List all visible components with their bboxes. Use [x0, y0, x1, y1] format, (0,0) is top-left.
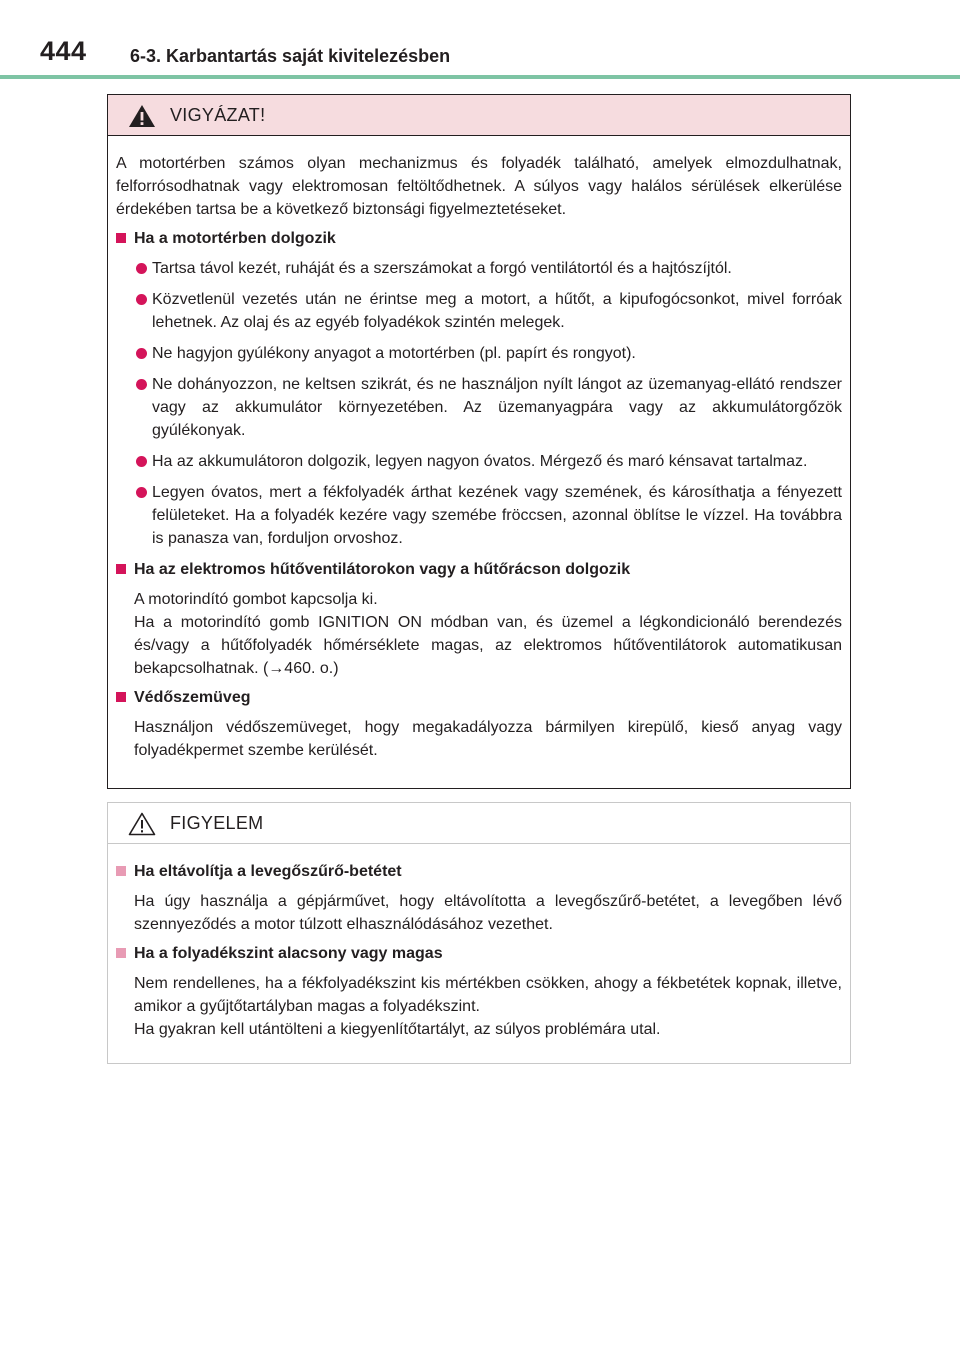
- square-bullet-icon: [116, 233, 126, 243]
- page-header: [0, 0, 960, 80]
- caution-triangle-icon: [128, 812, 156, 836]
- notice-subheading-air-filter: Ha eltávolítja a levegőszűrő-betétet: [116, 860, 842, 883]
- warning-subheading-cooling-fans: Ha az elektromos hűtőventilátorokon vagy a hűtőrácson dolgozik: [116, 558, 842, 581]
- notice-box: [107, 802, 851, 1064]
- round-bullet-icon: [136, 487, 147, 498]
- warning-triangle-icon: [128, 104, 156, 128]
- warning-subheading-goggles: Védőszemüveg: [116, 686, 842, 709]
- warning-bullet: Ne dohányozzon, ne keltsen szikrát, és ne használjon nyílt lángot az üzemanyag-ellátó rendszer vagy az akkumulátor környezetében. Az üzemanyagpára vagy az akkumulátorgőzök gyúlékonyak.: [116, 373, 842, 442]
- notice-fluid-level-text: Nem rendellenes, ha a fékfolyadékszint kis mértékben csökken, ahogy a fékbetétek kopnak, illetve, amikor a gyűjtőtartályban magas a folyadékszint. Ha gyakran kell utántölteni a kiegyenlítőtartályt, az súlyos problémára utal.: [134, 975, 842, 1038]
- warning-bullet: Tartsa távol kezét, ruháját és a szerszámokat a forgó ventilátortól és a hajtószíjtól.: [116, 257, 842, 280]
- warning-bullet: Ne hagyjon gyúlékony anyagot a motortérben (pl. papírt és rongyot).: [116, 342, 842, 365]
- warning-box: [107, 94, 851, 789]
- round-bullet-icon: [136, 456, 147, 467]
- warning-bullet: Legyen óvatos, mert a fékfolyadék árthat kezének vagy szemének, és károsíthatja a fényezett felületeket. Ha a folyadék kezére vagy szemébe fröccsen, azonnal öblítse le vízzel. Ha továbbra is panasza van, forduljon orvoshoz.: [116, 481, 842, 550]
- warning-bullet: Közvetlenül vezetés után ne érintse meg a motort, a hűtőt, a kipufogócsonkot, mivel forróak lehetnek. Az olaj és az egyéb folyadékok szintén melegek.: [116, 288, 842, 334]
- round-bullet-icon: [136, 294, 147, 305]
- square-bullet-icon: [116, 692, 126, 702]
- notice-air-filter-text: Ha úgy használja a gépjárművet, hogy eltávolította a levegőszűrő-betétet, a levegőben lévő szennyeződés a motor túlzott elhasználódásához vezethet.: [134, 893, 842, 933]
- notice-title: FIGYELEM: [170, 813, 264, 833]
- notice-box-body: [108, 844, 850, 1041]
- round-bullet-icon: [136, 348, 147, 359]
- square-bullet-icon: [116, 564, 126, 574]
- warning-cooling-fans-text: A motorindító gombot kapcsolja ki. Ha a motorindító gomb IGNITION ON módban van, és üzemel a légkondicionáló berendezés és/vagy a hűtőfolyadék hőmérséklete magas, az elektromos hűtőventilátorok automatikusan bekapcsolhatnak. (→460. o.): [134, 591, 842, 677]
- warning-bullet: Ha az akkumulátoron dolgozik, legyen nagyon óvatos. Mérgező és maró kénsavat tartalmaz.: [116, 450, 842, 473]
- warning-subheading-engine-bay: Ha a motortérben dolgozik: [116, 227, 842, 250]
- square-bullet-icon: [116, 866, 126, 876]
- notice-subheading-fluid-level: Ha a folyadékszint alacsony vagy magas: [116, 942, 842, 965]
- page-number: 444: [40, 36, 87, 66]
- section-title: 6-3. Karbantartás saját kivitelezésben: [130, 46, 451, 66]
- warning-intro: A motortérben számos olyan mechanizmus és folyadék található, amelyek elmozdulhatnak, felforrósodhatnak vagy elektromosan feltöltődhetnek. A súlyos vagy halálos sérülések elkerülése érdekében tartsa be a következő biztonsági figyelmeztetéseket.: [116, 155, 842, 218]
- warning-box-header: [108, 95, 850, 136]
- warning-goggles-text: Használjon védőszemüveget, hogy megakadályozza bármilyen kirepülő, kieső anyag vagy folyadékpermet szembe kerülését.: [134, 719, 842, 759]
- warning-title: VIGYÁZAT!: [170, 105, 266, 125]
- warning-box-body: [108, 136, 850, 762]
- square-bullet-icon: [116, 948, 126, 958]
- round-bullet-icon: [136, 379, 147, 390]
- notice-box-header: [108, 803, 850, 844]
- header-rule: [0, 75, 960, 79]
- round-bullet-icon: [136, 263, 147, 274]
